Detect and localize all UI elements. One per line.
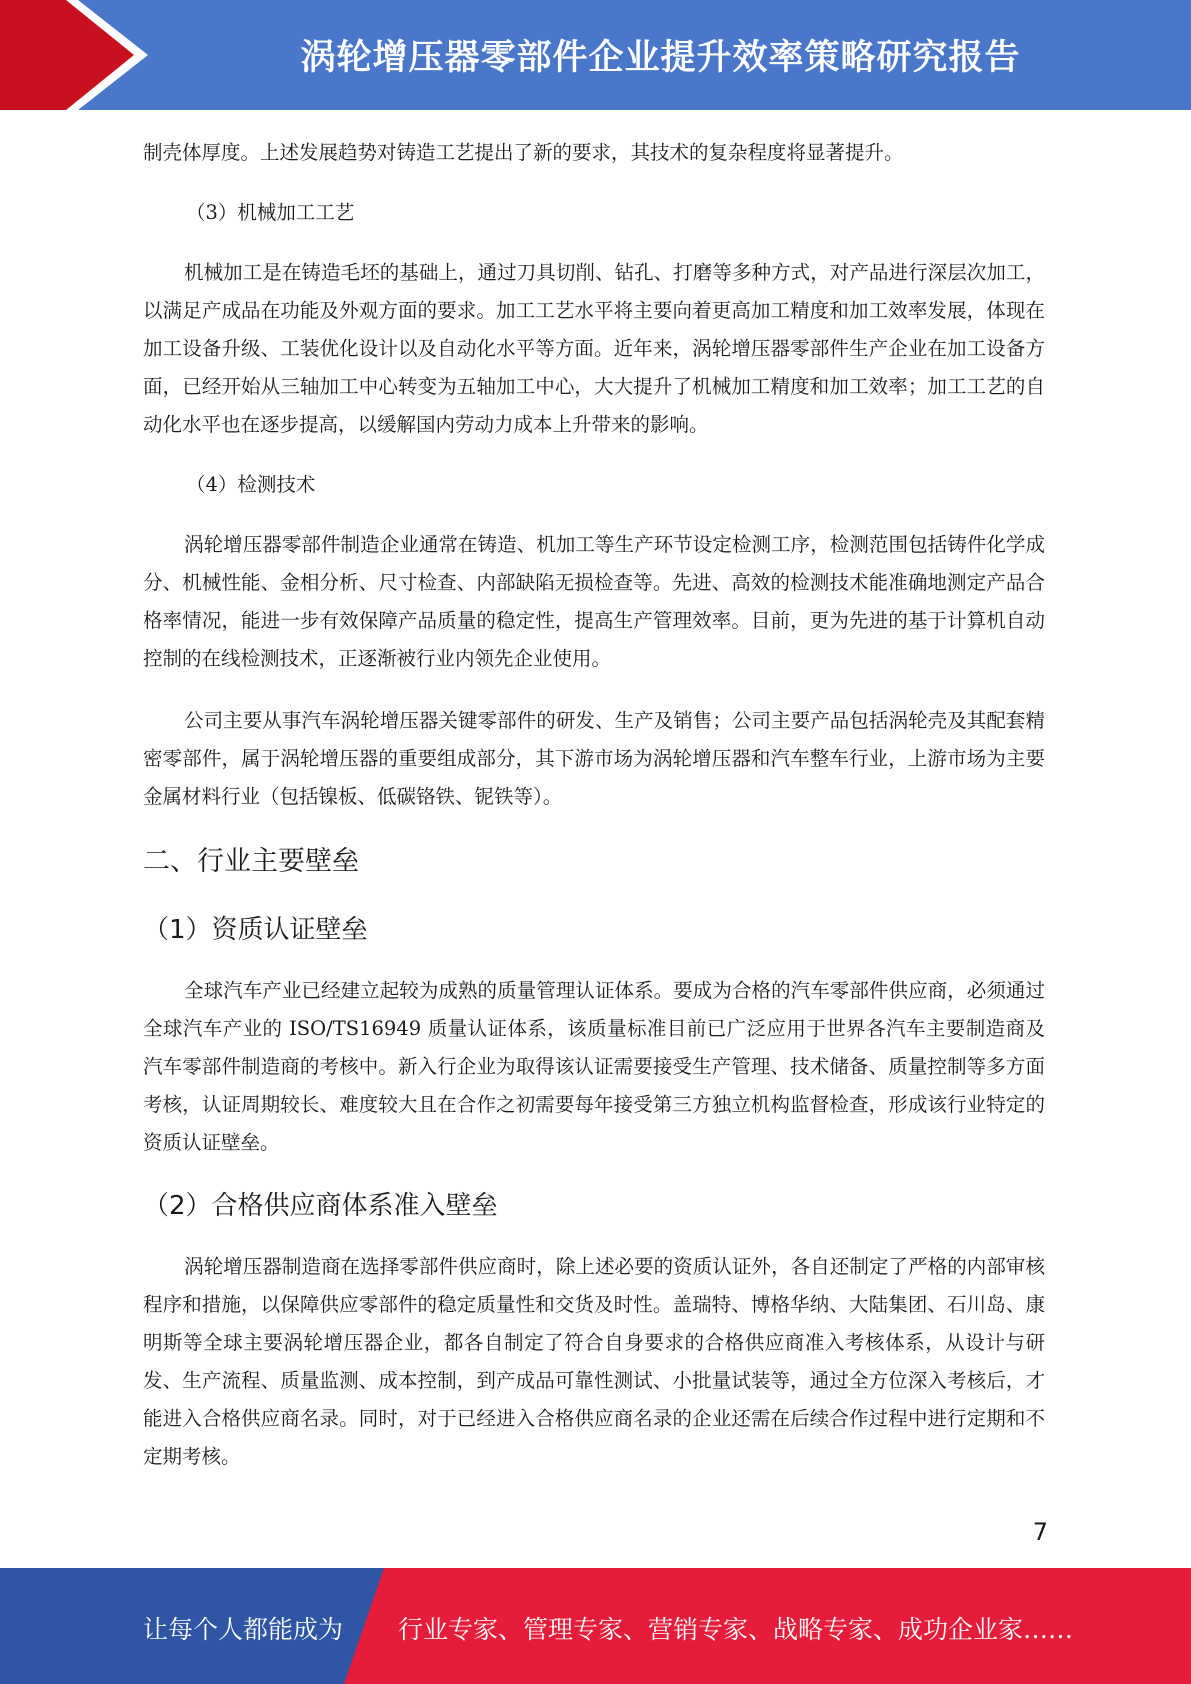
report-title: 涡轮增压器零部件企业提升效率策略研究报告 <box>300 38 1021 78</box>
paragraph-company: 公司主要从事汽车涡轮增压器关键零部件的研发、生产及销售；公司主要产品包括涡轮壳及其配套精密零部件，属于涡轮增压器的重要组成部分，其下游市场为涡轮增压器和汽车整车行业，上游市场为主要金属材料行业（包括镍板、低碳铬铁、铌铁等）。 <box>143 709 1045 808</box>
section-heading-barriers: 二、行业主要壁垒 <box>143 846 359 877</box>
subsection-heading-supplier: （2）合格供应商体系准入壁垒 <box>143 1191 498 1221</box>
page-header <box>0 0 1191 110</box>
page-number: 7 <box>1032 1518 1048 1546</box>
paragraph-certification: 全球汽车产业已经建立起较为成熟的质量管理认证体系。要成为合格的汽车零部件供应商，必须通过全球汽车产业的 ISO/TS16949 质量认证体系，该质量标准目前已广泛应用于世界各汽车主要制造商及汽车零部件制造商的考核中。新入行企业为取得该认证需要接受生产管理、技术储备、质量控制等多方面考核，认证周期较长、难度较大且在合作之初需要每年接受第三方独立机构监督检查，形成该行业特定的资质认证壁垒。 <box>143 979 1045 1154</box>
page-footer <box>0 1568 1191 1684</box>
footer-slogan-right: 行业专家、管理专家、营销专家、战略专家、成功企业家…… <box>398 1615 1074 1644</box>
header-arrow-decoration <box>0 0 160 110</box>
paragraph-continued: 制壳体厚度。上述发展趋势对铸造工艺提出了新的要求，其技术的复杂程度将显著提升。 <box>143 141 904 164</box>
paragraph-machining: 机械加工是在铸造毛坯的基础上，通过刀具切削、钻孔、打磨等多种方式，对产品进行深层次加工，以满足产成品在功能及外观方面的要求。加工工艺水平将主要向着更高加工精度和加工效率发展，体现在加工设备升级、工装优化设计以及自动化水平等方面。近年来，涡轮增压器零部件生产企业在加工设备方面，已经开始从三轴加工中心转变为五轴加工中心，大大提升了机械加工精度和加工效率；加工工艺的自动化水平也在逐步提高，以缓解国内劳动力成本上升带来的影响。 <box>143 261 1045 436</box>
footer-slogan-left: 让每个人都能成为 <box>143 1615 344 1644</box>
document-body <box>143 134 1045 1476</box>
subheading-inspection: （4）检测技术 <box>186 473 316 496</box>
paragraph-supplier: 涡轮增压器制造商在选择零部件供应商时，除上述必要的资质认证外，各自还制定了严格的内部审核程序和措施，以保障供应零部件的稳定质量性和交货及时性。盖瑞特、博格华纳、大陆集团、石川岛、康明斯等全球主要涡轮增压器企业，都各自制定了符合自身要求的合格供应商准入考核体系，从设计与研发、生产流程、质量监测、成本控制，到产成品可靠性测试、小批量试装等，通过全方位深入考核后，才能进入合格供应商名录。同时，对于已经进入合格供应商名录的企业还需在后续合作过程中进行定期和不定期考核。 <box>143 1255 1045 1468</box>
subheading-machining: （3）机械加工工艺 <box>186 201 355 224</box>
paragraph-inspection: 涡轮增压器零部件制造企业通常在铸造、机加工等生产环节设定检测工序，检测范围包括铸件化学成分、机械性能、金相分析、尺寸检查、内部缺陷无损检查等。先进、高效的检测技术能准确地测定产品合格率情况，能进一步有效保障产品质量的稳定性，提高生产管理效率。目前，更为先进的基于计算机自动控制的在线检测技术，正逐渐被行业内领先企业使用。 <box>143 533 1045 670</box>
subsection-heading-certification: （1）资质认证壁垒 <box>143 915 368 945</box>
